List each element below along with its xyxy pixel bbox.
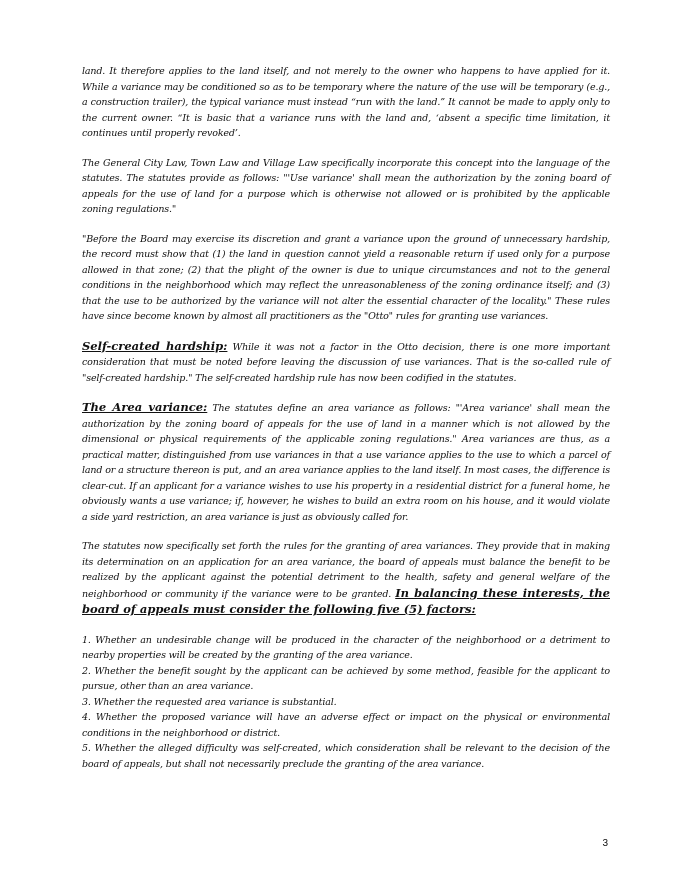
factors-list [82,633,610,773]
paragraph-balancing-test [82,539,610,619]
list-item: 5. Whether the alleged difficulty was self-created, which consideration shall be relevant to the decision of the board of appeals, but shall not necessarily preclude the granting of the area variance. [82,743,610,770]
paragraph-run-with-land: land. It therefore applies to the land itself, and not merely to the owner who happens to have applied for it. While a variance may be conditioned so as to be temporary where the nature of the use will be temporary (e.g., a construction trailer), the typical variance must instead “run with the land.” It cannot be made to apply only to the current owner. “It is basic that a variance runs with the land and, ‘absent a specific time limitation, it continues until properly revoked’. [82,66,610,139]
heading-self-created-hardship: Self-created hardship: [82,338,228,353]
list-item: 2. Whether the benefit sought by the applicant can be achieved by some method, feasible for the applicant to pursue, other than an area variance. [82,665,610,692]
list-item: 3. Whether the requested area variance is substantial. [82,696,337,708]
list-item: 1. Whether an undesirable change will be produced in the character of the neighborhood or a detriment to nearby properties will be created by the granting of the area variance. [82,634,610,661]
document-body [82,64,610,772]
page-number: 3 [602,838,608,849]
five-factors-emphasis: In balancing these interests, the board of appeals must consider the following five (5) factors: [82,585,610,616]
paragraph-statutes-use-variance: The General City Law, Town Law and Village Law specifically incorporate this concept into the language of the statutes. The statutes provide as follows: "'Use variance' shall mean the authorization by the zoning board of appeals for the use of land for a purpose which is otherwise not allowed or is prohibited by the applicable zoning regulations." [82,157,610,215]
heading-area-variance: The Area variance: [82,400,208,414]
area-variance-text: The statutes define an area variance as follows: "'Area variance' shall mean the authorization by the zoning board of appeals for the use of land in a manner which is not allowed by the dimensional or physical requirements of the applicable zoning regulations." Area variances are thus, as a practical matter, distinguished from use variances in that a use variance applies to the use to which a parcel of land or a structure thereon is put, and an area variance applies to the land itself. In most cases, the difference is clear-cut. If an applicant for a variance wishes to use his property in a residential district for a funeral home, he obviously wants a use variance; if, however, he wishes to build an extra room on his house, and it would violate a side yard restriction, an area variance is just as obviously called for. [82,403,610,523]
balancing-test-text: The statutes now specifically set forth the rules for the granting of area variances. They provide that in making its determination on an application for an area variance, the board of appeals must balance the benefit to be realized by the applicant against the potential detriment to the health, safety and general welfare of the neighborhood or community if the variance were to be granted. [82,541,610,600]
paragraph-area-variance [82,400,610,525]
paragraph-otto-rules: "Before the Board may exercise its discretion and grant a variance upon the ground of unnecessary hardship, the record must show that (1) the land in question cannot yield a reasonable return if used only for a purpose allowed in that zone; (2) that the plight of the owner is due to unique circumstances and not to the general conditions in the neighborhood which may reflect the unreasonableness of the zoning ordinance itself; and (3) that the use to be authorized by the variance will not alter the essential character of the locality." These rules have since become known by almost all practitioners as the "Otto" rules for granting use variances. [82,233,610,322]
list-item: 4. Whether the proposed variance will have an adverse effect or impact on the physical or environmental conditions in the neighborhood or district. [82,712,610,739]
paragraph-self-created-hardship [82,339,610,387]
self-created-hardship-text: While it was not a factor in the Otto decision, there is one more important consideration that must be noted before leaving the discussion of use variances. That is the so-called rule of "self-created hardship." The self-created hardship rule has now been codified in the statutes. [82,341,610,384]
